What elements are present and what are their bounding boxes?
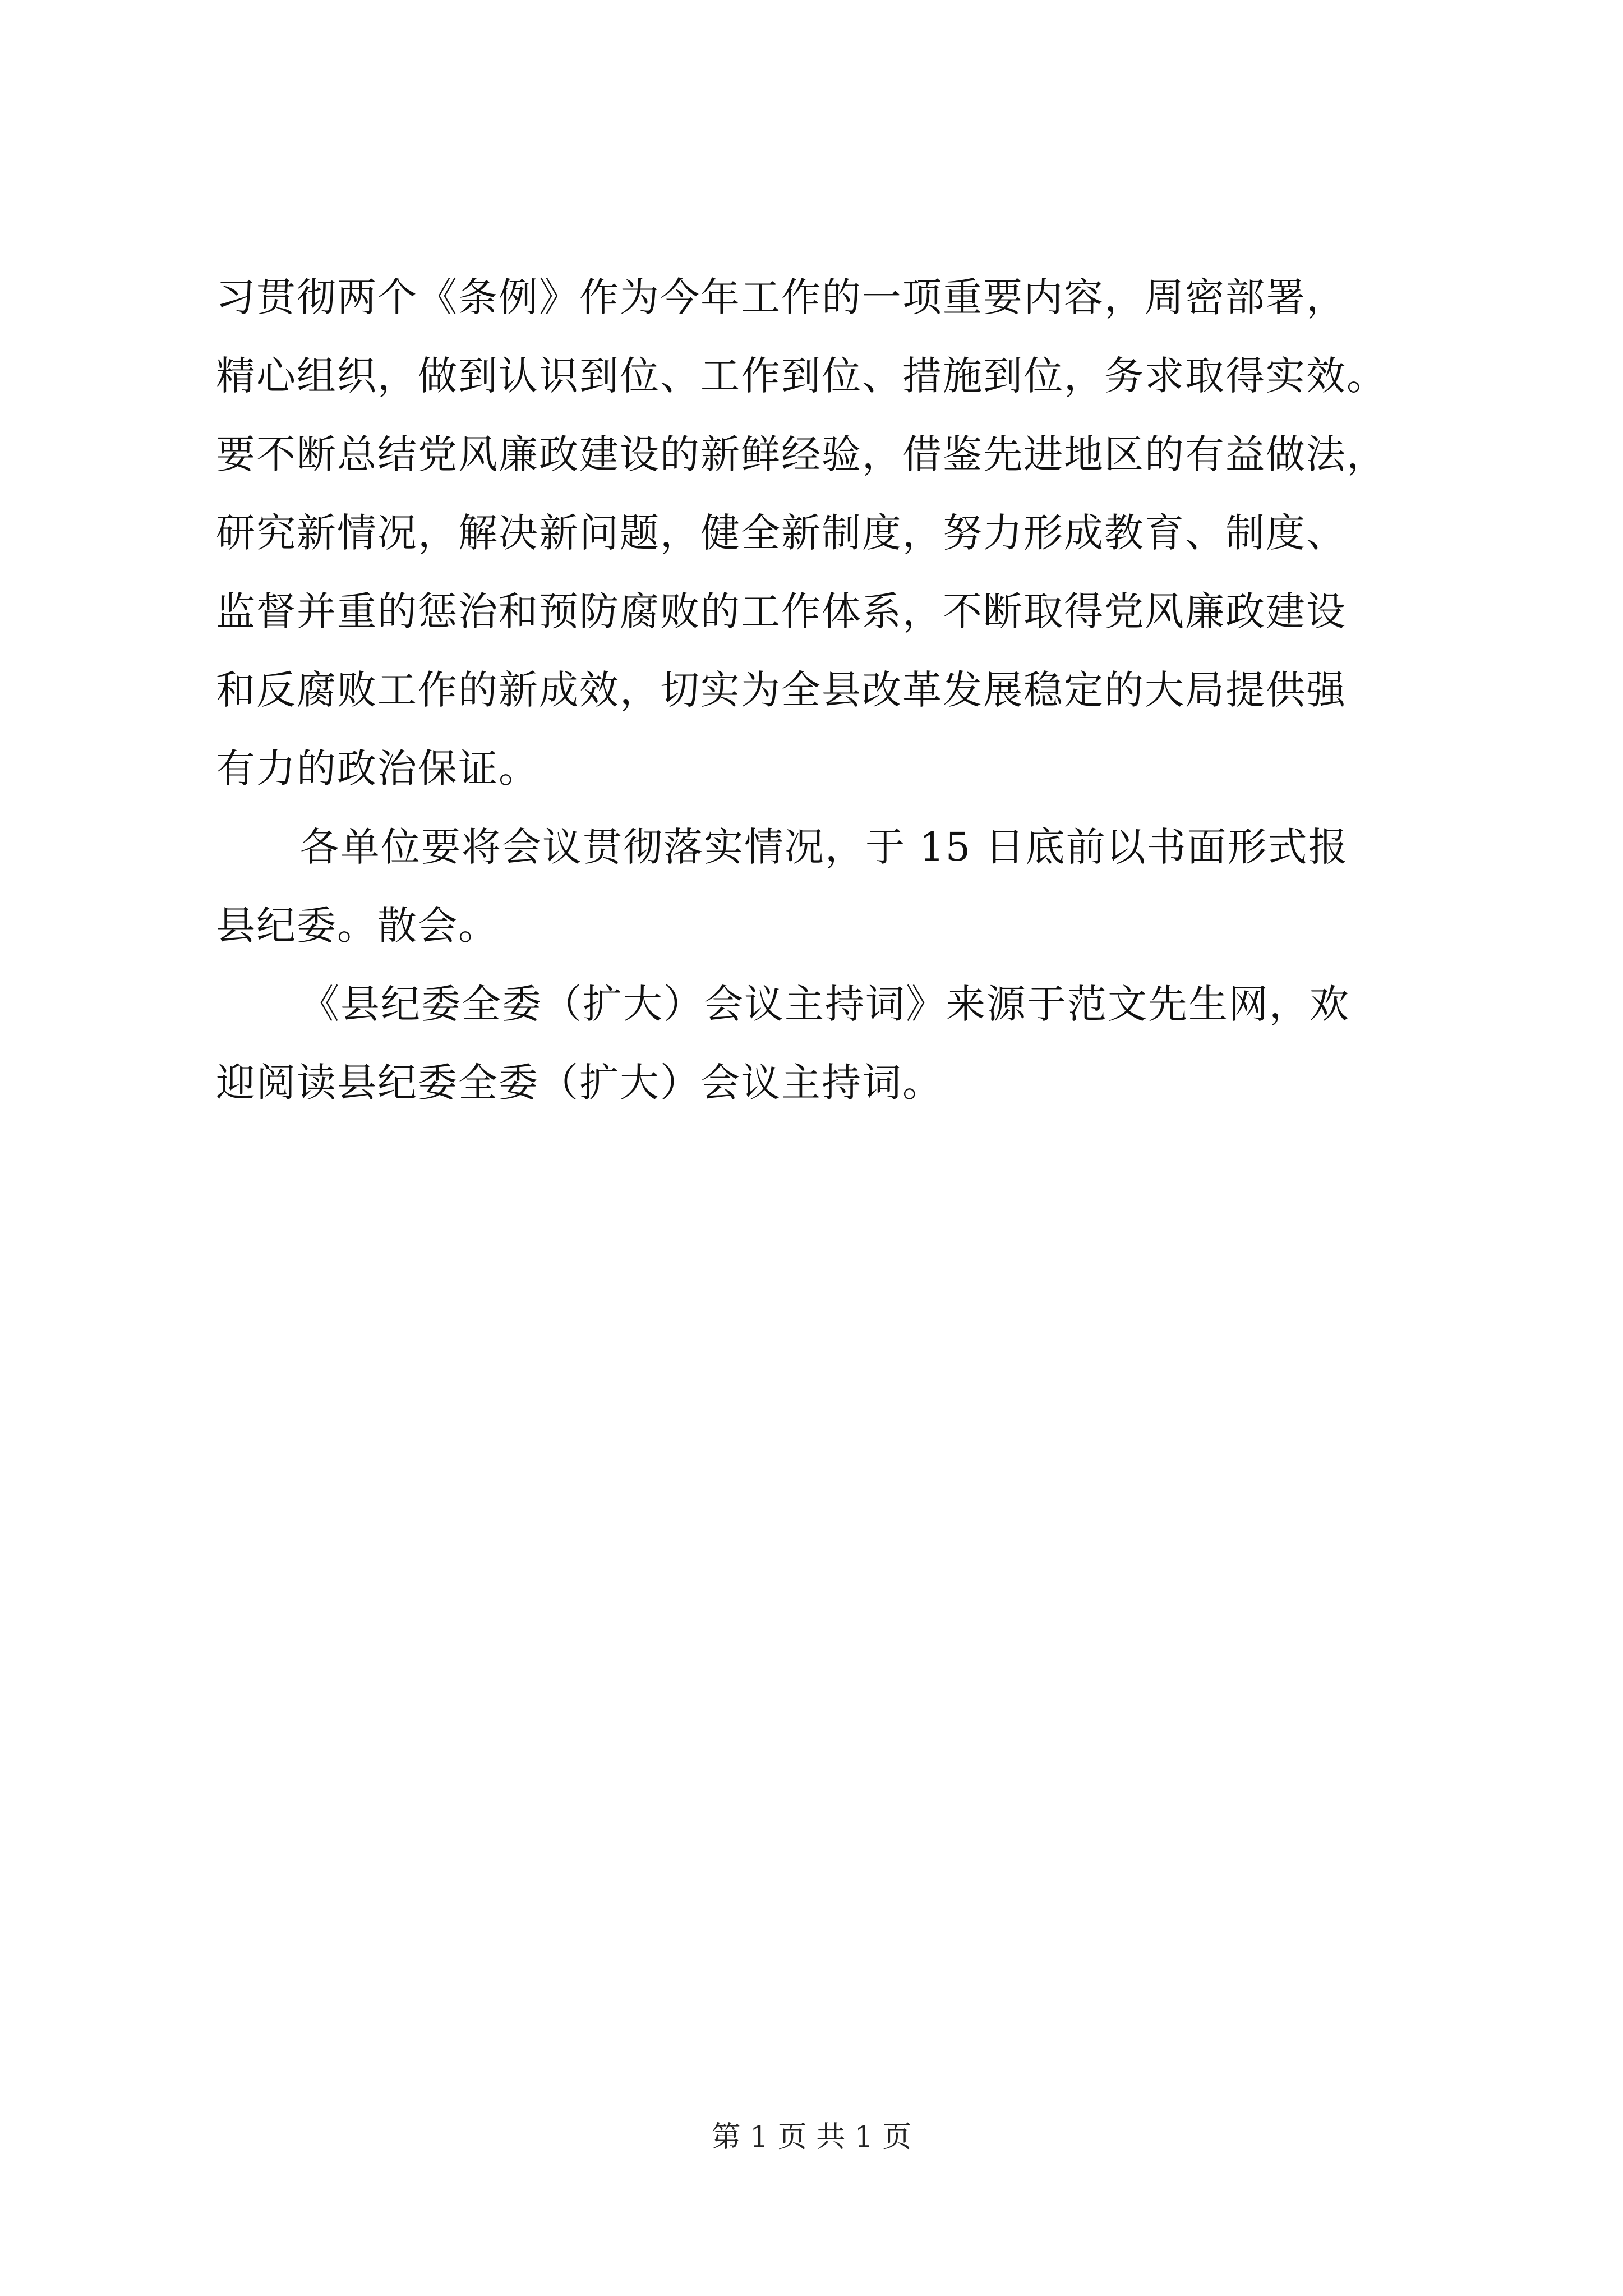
text-line: 和反腐败工作的新成效，切实为全县改革发展稳定的大局提供强 [216, 667, 1347, 713]
text-line: 习贯彻两个《条例》作为今年工作的一项重要内容，周密部署， [216, 274, 1347, 320]
text-line: 有力的政治保证。 [216, 746, 539, 792]
text-line: 迎阅读县纪委全委（扩大）会议主持词。 [216, 1060, 943, 1106]
text-line: 各单位要将会议贯彻落实情况，于 15 日底前以书面形式报 [300, 824, 1349, 870]
text-line: 精心组织，做到认识到位、工作到位、措施到位，务求取得实效。 [216, 353, 1387, 399]
text-line: 《县纪委全委（扩大）会议主持词》来源于范文先生网，欢 [300, 981, 1350, 1027]
text-line: 监督并重的惩治和预防腐败的工作体系，不断取得党风廉政建设 [216, 588, 1347, 634]
text-line: 研究新情况，解决新问题，健全新制度，努力形成教育、制度、 [216, 510, 1347, 556]
text-line: 要不断总结党风廉政建设的新鲜经验，借鉴先进地区的有益做法， [216, 431, 1387, 477]
page-number-footer: 第 1 页 共 1 页 [711, 2120, 912, 2154]
text-line: 县纪委。散会。 [216, 903, 499, 949]
